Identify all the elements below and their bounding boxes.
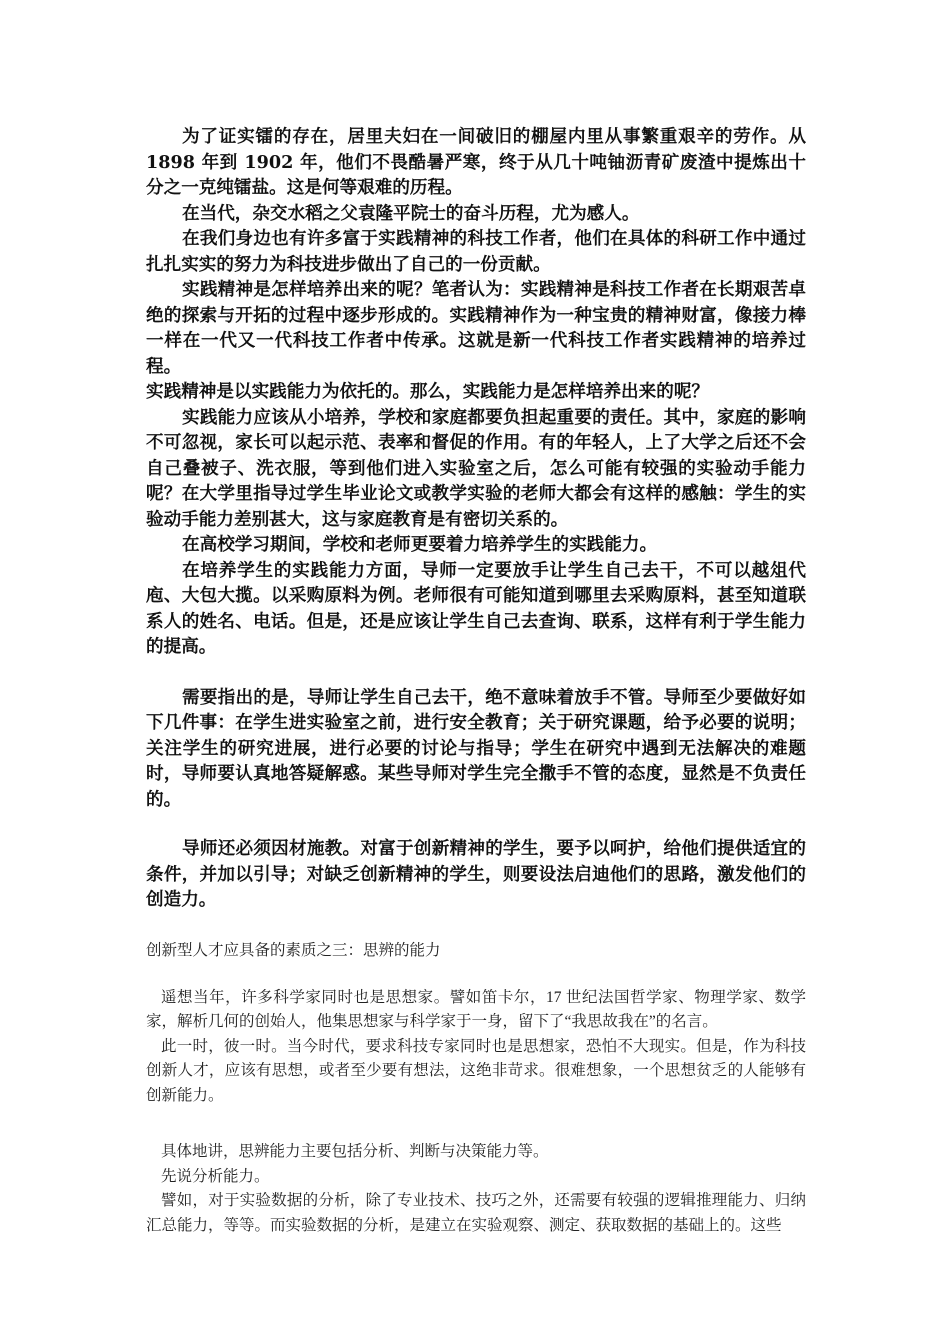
paragraph-practice-ability-question: 实践精神是以实践能力为依托的。那么，实践能力是怎样培养出来的呢？ [146,381,710,402]
paragraph-practice-spirit: 实践精神是怎样培养出来的呢？笔者认为：实践精神是科技工作者在长期艰苦卓绝的探索与开拓的过程中逐步形成的。实践精神作为一种宝贵的精神财富，像接力棒一样在一代又一代科技工作者中传承。这就是新一代科技工作者实践精神的培养过程。 [146,279,806,377]
paragraph-supervisor-duties: 需要指出的是，导师让学生自己去干，绝不意味着放手不管。导师至少要做好如下几件事：在学生进实验室之前，进行安全教育；关于研究课题，给予必要的说明；关注学生的研究进展，进行必要的讨论与指导；学生在研究中遇到无法解决的难题时，导师要认真地答疑解惑。某些导师对学生完全撒手不管的态度，显然是不负责任的。 [146,686,806,810]
paragraph-family-education: 实践能力应该从小培养，学校和家庭都要负担起重要的责任。其中，家庭的影响不可忽视，家长可以起示范、表率和督促的作用。有的年轻人，上了大学之后还不会自己叠被子、洗衣服，等到他们进入实验室之后，怎么可能有较强的实验动手能力呢？在大学里指导过学生毕业论文或教学实验的老师大都会有这样的感触：学生的实验动手能力差别甚大，这与家庭教育是有密切关系的。 [146,406,806,530]
paragraph-descartes: 遥想当年，许多科学家同时也是思想家。譬如笛卡尔，17 世纪法国哲学家、物理学家、数学家，解析几何的创始人，他集思想家与科学家于一身，留下了“我思故我在”的名言。 [146,988,806,1030]
paragraph-analysis-ability: 先说分析能力。 [161,1167,270,1185]
paragraph-university-training: 在高校学习期间，学校和老师更要着力培养学生的实践能力。 [182,534,658,555]
paragraph-modern-times: 此一时，彼一时。当今时代，要求科技专家同时也是思想家，恐怕不大现实。但是，作为科技创新人才，应该有思想，或者至少要有想法，这绝非苛求。很难想象，一个思想贫乏的人能够有创新能力。 [146,1037,806,1104]
paragraph-let-students-do: 在培养学生的实践能力方面，导师一定要放手让学生自己去干，不可以越俎代庖、大包大揽。以采购原料为例。老师很有可能知道到哪里去采购原料，甚至知道联系人的姓名、电话。但是，还是应该让学生自己去查询、联系，这样有利于学生能力的提高。 [146,559,806,657]
paragraph-curie: 为了证实镭的存在，居里夫妇在一间破旧的棚屋内里从事繁重艰辛的劳作。从 1898 年到 1902 年，他们不畏酷暑严寒，终于从几十吨铀沥青矿废渣中提炼出十分之一克纯镭盐。这是何等艰难的历程。 [146,126,806,198]
section-heading: 创新型人才应具备的素质之三：思辨的能力 [146,941,441,959]
paragraph-critical-thinking-components: 具体地讲，思辨能力主要包括分析、判断与决策能力等。 [161,1143,549,1160]
paragraph-teach-by-aptitude: 导师还必须因材施教。对富于创新精神的学生，要予以呵护，给他们提供适宜的条件，并加以引导；对缺乏创新精神的学生，则要设法启迪他们的思路，激发他们的创造力。 [146,838,806,910]
document-body [146,124,806,1238]
paragraph-yuan-longping: 在当代，杂交水稻之父袁隆平院士的奋斗历程，尤为感人。 [182,202,640,224]
paragraph-practitioners: 在我们身边也有许多富于实践精神的科技工作者，他们在具体的科研工作中通过扎扎实实的努力为科技进步做出了自己的一份贡献。 [146,228,806,275]
paragraph-data-analysis: 譬如，对于实验数据的分析，除了专业技术、技巧之外，还需要有较强的逻辑推理能力、归纳汇总能力，等等。而实验数据的分析，是建立在实验观察、测定、获取数据的基础上的。这些 [146,1192,806,1234]
